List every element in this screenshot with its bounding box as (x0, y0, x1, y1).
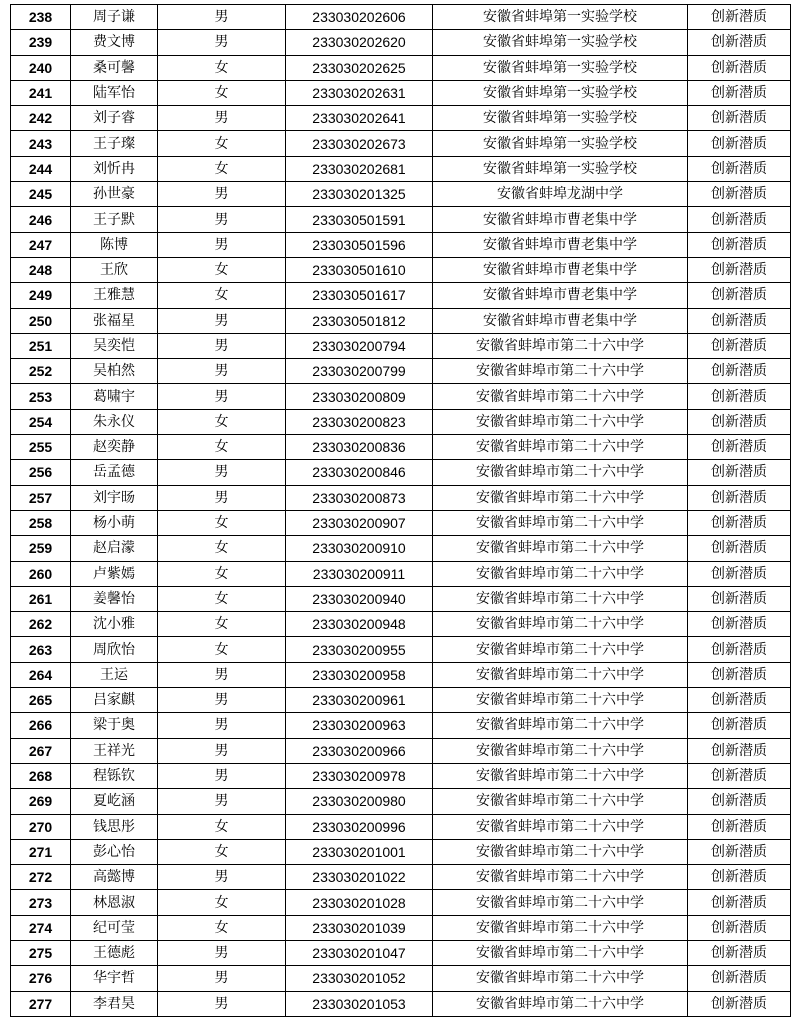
registration-id-cell: 233030501596 (286, 232, 433, 257)
row-number-cell: 277 (11, 991, 71, 1016)
table-row (11, 966, 791, 991)
registration-id-cell: 233030202673 (286, 131, 433, 156)
gender-cell: 男 (158, 940, 286, 965)
gender-cell: 女 (158, 536, 286, 561)
school-name-cell: 安徽省蚌埠市第二十六中学 (433, 713, 688, 738)
registration-id-cell: 233030200958 (286, 662, 433, 687)
school-name-cell: 安徽省蚌埠市第二十六中学 (433, 991, 688, 1016)
row-number-cell: 269 (11, 789, 71, 814)
table-row (11, 510, 791, 535)
award-level-cell: 创新潜质 (688, 915, 791, 940)
school-name-cell: 安徽省蚌埠市第二十六中学 (433, 814, 688, 839)
table-row (11, 814, 791, 839)
gender-cell: 女 (158, 839, 286, 864)
school-name-cell: 安徽省蚌埠第一实验学校 (433, 55, 688, 80)
school-name-cell: 安徽省蚌埠第一实验学校 (433, 30, 688, 55)
row-number-cell: 265 (11, 688, 71, 713)
registration-id-cell: 233030201039 (286, 915, 433, 940)
school-name-cell: 安徽省蚌埠市第二十六中学 (433, 890, 688, 915)
registration-id-cell: 233030201001 (286, 839, 433, 864)
registration-id-cell: 233030202606 (286, 5, 433, 30)
award-level-cell: 创新潜质 (688, 232, 791, 257)
gender-cell: 女 (158, 283, 286, 308)
row-number-cell: 254 (11, 409, 71, 434)
registration-id-cell: 233030200910 (286, 536, 433, 561)
award-level-cell: 创新潜质 (688, 131, 791, 156)
row-number-cell: 271 (11, 839, 71, 864)
award-level-cell: 创新潜质 (688, 409, 791, 434)
school-name-cell: 安徽省蚌埠市第二十六中学 (433, 510, 688, 535)
award-level-cell: 创新潜质 (688, 283, 791, 308)
registration-id-cell: 233030200955 (286, 637, 433, 662)
award-level-cell: 创新潜质 (688, 536, 791, 561)
award-level-cell: 创新潜质 (688, 308, 791, 333)
student-name-cell: 梁于奥 (71, 713, 158, 738)
school-name-cell: 安徽省蚌埠市第二十六中学 (433, 637, 688, 662)
row-number-cell: 239 (11, 30, 71, 55)
school-name-cell: 安徽省蚌埠市第二十六中学 (433, 789, 688, 814)
award-level-cell: 创新潜质 (688, 940, 791, 965)
table-row (11, 738, 791, 763)
table-row (11, 435, 791, 460)
student-name-cell: 王祥光 (71, 738, 158, 763)
gender-cell: 女 (158, 131, 286, 156)
school-name-cell: 安徽省蚌埠市第二十六中学 (433, 536, 688, 561)
row-number-cell: 262 (11, 612, 71, 637)
school-name-cell: 安徽省蚌埠市第二十六中学 (433, 839, 688, 864)
school-name-cell: 安徽省蚌埠市第二十六中学 (433, 409, 688, 434)
student-name-cell: 周子谦 (71, 5, 158, 30)
table-row (11, 940, 791, 965)
registration-id-cell: 233030201047 (286, 940, 433, 965)
registration-id-cell: 233030202620 (286, 30, 433, 55)
row-number-cell: 273 (11, 890, 71, 915)
row-number-cell: 246 (11, 207, 71, 232)
registration-id-cell: 233030202681 (286, 156, 433, 181)
student-name-cell: 纪可莹 (71, 915, 158, 940)
award-level-cell: 创新潜质 (688, 662, 791, 687)
school-name-cell: 安徽省蚌埠市第二十六中学 (433, 915, 688, 940)
table-row (11, 5, 791, 30)
table-row (11, 232, 791, 257)
registration-id-cell: 233030201028 (286, 890, 433, 915)
student-name-cell: 王子璨 (71, 131, 158, 156)
school-name-cell: 安徽省蚌埠市曹老集中学 (433, 232, 688, 257)
student-name-cell: 程铄钦 (71, 763, 158, 788)
roster-table-body (11, 5, 791, 1017)
gender-cell: 男 (158, 966, 286, 991)
award-roster-page (10, 4, 790, 1017)
student-name-cell: 吕家麒 (71, 688, 158, 713)
registration-id-cell: 233030200966 (286, 738, 433, 763)
table-row (11, 789, 791, 814)
award-level-cell: 创新潜质 (688, 55, 791, 80)
registration-id-cell: 233030501617 (286, 283, 433, 308)
school-name-cell: 安徽省蚌埠市第二十六中学 (433, 966, 688, 991)
student-name-cell: 桑可馨 (71, 55, 158, 80)
table-row (11, 713, 791, 738)
award-level-cell: 创新潜质 (688, 586, 791, 611)
registration-id-cell: 233030201325 (286, 182, 433, 207)
school-name-cell: 安徽省蚌埠市曹老集中学 (433, 283, 688, 308)
table-row (11, 586, 791, 611)
row-number-cell: 240 (11, 55, 71, 80)
award-level-cell: 创新潜质 (688, 738, 791, 763)
gender-cell: 男 (158, 359, 286, 384)
award-level-cell: 创新潜质 (688, 156, 791, 181)
school-name-cell: 安徽省蚌埠市第二十六中学 (433, 940, 688, 965)
registration-id-cell: 233030200978 (286, 763, 433, 788)
registration-id-cell: 233030200799 (286, 359, 433, 384)
gender-cell: 女 (158, 510, 286, 535)
school-name-cell: 安徽省蚌埠第一实验学校 (433, 156, 688, 181)
table-row (11, 80, 791, 105)
registration-id-cell: 233030200911 (286, 561, 433, 586)
registration-id-cell: 233030201053 (286, 991, 433, 1016)
award-roster-table (10, 4, 791, 1017)
table-row (11, 384, 791, 409)
award-level-cell: 创新潜质 (688, 637, 791, 662)
gender-cell: 女 (158, 80, 286, 105)
row-number-cell: 244 (11, 156, 71, 181)
student-name-cell: 朱永仪 (71, 409, 158, 434)
gender-cell: 女 (158, 156, 286, 181)
gender-cell: 男 (158, 991, 286, 1016)
table-row (11, 536, 791, 561)
table-row (11, 283, 791, 308)
gender-cell: 男 (158, 789, 286, 814)
table-row (11, 30, 791, 55)
row-number-cell: 251 (11, 333, 71, 358)
gender-cell: 男 (158, 763, 286, 788)
table-row (11, 662, 791, 687)
row-number-cell: 267 (11, 738, 71, 763)
student-name-cell: 费文博 (71, 30, 158, 55)
row-number-cell: 263 (11, 637, 71, 662)
registration-id-cell: 233030200809 (286, 384, 433, 409)
award-level-cell: 创新潜质 (688, 763, 791, 788)
award-level-cell: 创新潜质 (688, 257, 791, 282)
gender-cell: 男 (158, 333, 286, 358)
row-number-cell: 242 (11, 106, 71, 131)
school-name-cell: 安徽省蚌埠市第二十六中学 (433, 333, 688, 358)
registration-id-cell: 233030200948 (286, 612, 433, 637)
award-level-cell: 创新潜质 (688, 106, 791, 131)
school-name-cell: 安徽省蚌埠第一实验学校 (433, 5, 688, 30)
registration-id-cell: 233030202641 (286, 106, 433, 131)
table-row (11, 865, 791, 890)
school-name-cell: 安徽省蚌埠市第二十六中学 (433, 384, 688, 409)
gender-cell: 女 (158, 814, 286, 839)
gender-cell: 男 (158, 485, 286, 510)
table-row (11, 688, 791, 713)
award-level-cell: 创新潜质 (688, 182, 791, 207)
row-number-cell: 252 (11, 359, 71, 384)
award-level-cell: 创新潜质 (688, 612, 791, 637)
school-name-cell: 安徽省蚌埠市第二十六中学 (433, 738, 688, 763)
school-name-cell: 安徽省蚌埠市第二十六中学 (433, 763, 688, 788)
award-level-cell: 创新潜质 (688, 991, 791, 1016)
row-number-cell: 270 (11, 814, 71, 839)
student-name-cell: 夏屹涵 (71, 789, 158, 814)
row-number-cell: 241 (11, 80, 71, 105)
gender-cell: 女 (158, 890, 286, 915)
student-name-cell: 王德彪 (71, 940, 158, 965)
registration-id-cell: 233030200980 (286, 789, 433, 814)
student-name-cell: 华宇哲 (71, 966, 158, 991)
row-number-cell: 257 (11, 485, 71, 510)
row-number-cell: 247 (11, 232, 71, 257)
award-level-cell: 创新潜质 (688, 789, 791, 814)
table-row (11, 106, 791, 131)
registration-id-cell: 233030201022 (286, 865, 433, 890)
gender-cell: 男 (158, 30, 286, 55)
table-row (11, 308, 791, 333)
award-level-cell: 创新潜质 (688, 80, 791, 105)
row-number-cell: 238 (11, 5, 71, 30)
table-row (11, 890, 791, 915)
gender-cell: 女 (158, 612, 286, 637)
student-name-cell: 彭心怡 (71, 839, 158, 864)
gender-cell: 女 (158, 409, 286, 434)
registration-id-cell: 233030200846 (286, 460, 433, 485)
registration-id-cell: 233030202625 (286, 55, 433, 80)
table-row (11, 839, 791, 864)
student-name-cell: 王子默 (71, 207, 158, 232)
registration-id-cell: 233030201052 (286, 966, 433, 991)
row-number-cell: 248 (11, 257, 71, 282)
gender-cell: 男 (158, 460, 286, 485)
school-name-cell: 安徽省蚌埠市曹老集中学 (433, 207, 688, 232)
student-name-cell: 沈小雅 (71, 612, 158, 637)
registration-id-cell: 233030501610 (286, 257, 433, 282)
school-name-cell: 安徽省蚌埠市第二十六中学 (433, 435, 688, 460)
award-level-cell: 创新潜质 (688, 865, 791, 890)
gender-cell: 女 (158, 435, 286, 460)
award-level-cell: 创新潜质 (688, 435, 791, 460)
row-number-cell: 258 (11, 510, 71, 535)
registration-id-cell: 233030200940 (286, 586, 433, 611)
school-name-cell: 安徽省蚌埠市第二十六中学 (433, 586, 688, 611)
gender-cell: 男 (158, 308, 286, 333)
award-level-cell: 创新潜质 (688, 814, 791, 839)
table-row (11, 561, 791, 586)
award-level-cell: 创新潜质 (688, 5, 791, 30)
row-number-cell: 256 (11, 460, 71, 485)
row-number-cell: 253 (11, 384, 71, 409)
gender-cell: 男 (158, 384, 286, 409)
gender-cell: 女 (158, 257, 286, 282)
student-name-cell: 葛啸宇 (71, 384, 158, 409)
gender-cell: 女 (158, 55, 286, 80)
gender-cell: 女 (158, 637, 286, 662)
table-row (11, 131, 791, 156)
row-number-cell: 243 (11, 131, 71, 156)
row-number-cell: 264 (11, 662, 71, 687)
school-name-cell: 安徽省蚌埠龙湖中学 (433, 182, 688, 207)
table-row (11, 257, 791, 282)
registration-id-cell: 233030501591 (286, 207, 433, 232)
student-name-cell: 刘子睿 (71, 106, 158, 131)
student-name-cell: 周欣怡 (71, 637, 158, 662)
row-number-cell: 272 (11, 865, 71, 890)
school-name-cell: 安徽省蚌埠第一实验学校 (433, 131, 688, 156)
row-number-cell: 266 (11, 713, 71, 738)
row-number-cell: 268 (11, 763, 71, 788)
table-row (11, 55, 791, 80)
registration-id-cell: 233030202631 (286, 80, 433, 105)
student-name-cell: 姜馨怡 (71, 586, 158, 611)
award-level-cell: 创新潜质 (688, 966, 791, 991)
gender-cell: 女 (158, 561, 286, 586)
award-level-cell: 创新潜质 (688, 384, 791, 409)
gender-cell: 男 (158, 5, 286, 30)
student-name-cell: 高懿博 (71, 865, 158, 890)
school-name-cell: 安徽省蚌埠市第二十六中学 (433, 561, 688, 586)
student-name-cell: 刘忻冉 (71, 156, 158, 181)
table-row (11, 637, 791, 662)
table-row (11, 915, 791, 940)
award-level-cell: 创新潜质 (688, 688, 791, 713)
student-name-cell: 张福星 (71, 308, 158, 333)
school-name-cell: 安徽省蚌埠市第二十六中学 (433, 662, 688, 687)
table-row (11, 763, 791, 788)
school-name-cell: 安徽省蚌埠市第二十六中学 (433, 688, 688, 713)
row-number-cell: 255 (11, 435, 71, 460)
student-name-cell: 李君昊 (71, 991, 158, 1016)
table-row (11, 991, 791, 1016)
school-name-cell: 安徽省蚌埠第一实验学校 (433, 80, 688, 105)
student-name-cell: 王雅慧 (71, 283, 158, 308)
award-level-cell: 创新潜质 (688, 333, 791, 358)
registration-id-cell: 233030200823 (286, 409, 433, 434)
registration-id-cell: 233030200961 (286, 688, 433, 713)
school-name-cell: 安徽省蚌埠市第二十六中学 (433, 865, 688, 890)
row-number-cell: 249 (11, 283, 71, 308)
award-level-cell: 创新潜质 (688, 713, 791, 738)
student-name-cell: 王欣 (71, 257, 158, 282)
gender-cell: 男 (158, 207, 286, 232)
student-name-cell: 刘宇旸 (71, 485, 158, 510)
student-name-cell: 吴奕恺 (71, 333, 158, 358)
row-number-cell: 260 (11, 561, 71, 586)
table-row (11, 182, 791, 207)
row-number-cell: 275 (11, 940, 71, 965)
award-level-cell: 创新潜质 (688, 561, 791, 586)
gender-cell: 男 (158, 865, 286, 890)
student-name-cell: 杨小萌 (71, 510, 158, 535)
registration-id-cell: 233030200836 (286, 435, 433, 460)
award-level-cell: 创新潜质 (688, 359, 791, 384)
student-name-cell: 赵启濛 (71, 536, 158, 561)
gender-cell: 男 (158, 106, 286, 131)
table-row (11, 333, 791, 358)
award-level-cell: 创新潜质 (688, 485, 791, 510)
award-level-cell: 创新潜质 (688, 510, 791, 535)
row-number-cell: 276 (11, 966, 71, 991)
registration-id-cell: 233030200907 (286, 510, 433, 535)
award-level-cell: 创新潜质 (688, 460, 791, 485)
table-row (11, 359, 791, 384)
student-name-cell: 钱思彤 (71, 814, 158, 839)
gender-cell: 男 (158, 738, 286, 763)
row-number-cell: 259 (11, 536, 71, 561)
student-name-cell: 陆军怡 (71, 80, 158, 105)
student-name-cell: 吴柏然 (71, 359, 158, 384)
registration-id-cell: 233030501812 (286, 308, 433, 333)
row-number-cell: 261 (11, 586, 71, 611)
registration-id-cell: 233030200794 (286, 333, 433, 358)
gender-cell: 男 (158, 662, 286, 687)
school-name-cell: 安徽省蚌埠市第二十六中学 (433, 485, 688, 510)
student-name-cell: 林恩淑 (71, 890, 158, 915)
award-level-cell: 创新潜质 (688, 207, 791, 232)
student-name-cell: 赵奕静 (71, 435, 158, 460)
table-row (11, 460, 791, 485)
gender-cell: 男 (158, 232, 286, 257)
school-name-cell: 安徽省蚌埠市曹老集中学 (433, 257, 688, 282)
gender-cell: 男 (158, 182, 286, 207)
school-name-cell: 安徽省蚌埠市第二十六中学 (433, 612, 688, 637)
row-number-cell: 250 (11, 308, 71, 333)
student-name-cell: 岳孟德 (71, 460, 158, 485)
student-name-cell: 陈博 (71, 232, 158, 257)
table-row (11, 207, 791, 232)
gender-cell: 女 (158, 586, 286, 611)
award-level-cell: 创新潜质 (688, 30, 791, 55)
table-row (11, 156, 791, 181)
registration-id-cell: 233030200996 (286, 814, 433, 839)
gender-cell: 男 (158, 713, 286, 738)
student-name-cell: 卢紫嫣 (71, 561, 158, 586)
student-name-cell: 孙世豪 (71, 182, 158, 207)
row-number-cell: 274 (11, 915, 71, 940)
school-name-cell: 安徽省蚌埠市第二十六中学 (433, 460, 688, 485)
table-row (11, 485, 791, 510)
registration-id-cell: 233030200963 (286, 713, 433, 738)
gender-cell: 女 (158, 915, 286, 940)
gender-cell: 男 (158, 688, 286, 713)
award-level-cell: 创新潜质 (688, 839, 791, 864)
table-row (11, 409, 791, 434)
table-row (11, 612, 791, 637)
school-name-cell: 安徽省蚌埠市第二十六中学 (433, 359, 688, 384)
student-name-cell: 王运 (71, 662, 158, 687)
row-number-cell: 245 (11, 182, 71, 207)
registration-id-cell: 233030200873 (286, 485, 433, 510)
school-name-cell: 安徽省蚌埠市曹老集中学 (433, 308, 688, 333)
award-level-cell: 创新潜质 (688, 890, 791, 915)
school-name-cell: 安徽省蚌埠第一实验学校 (433, 106, 688, 131)
